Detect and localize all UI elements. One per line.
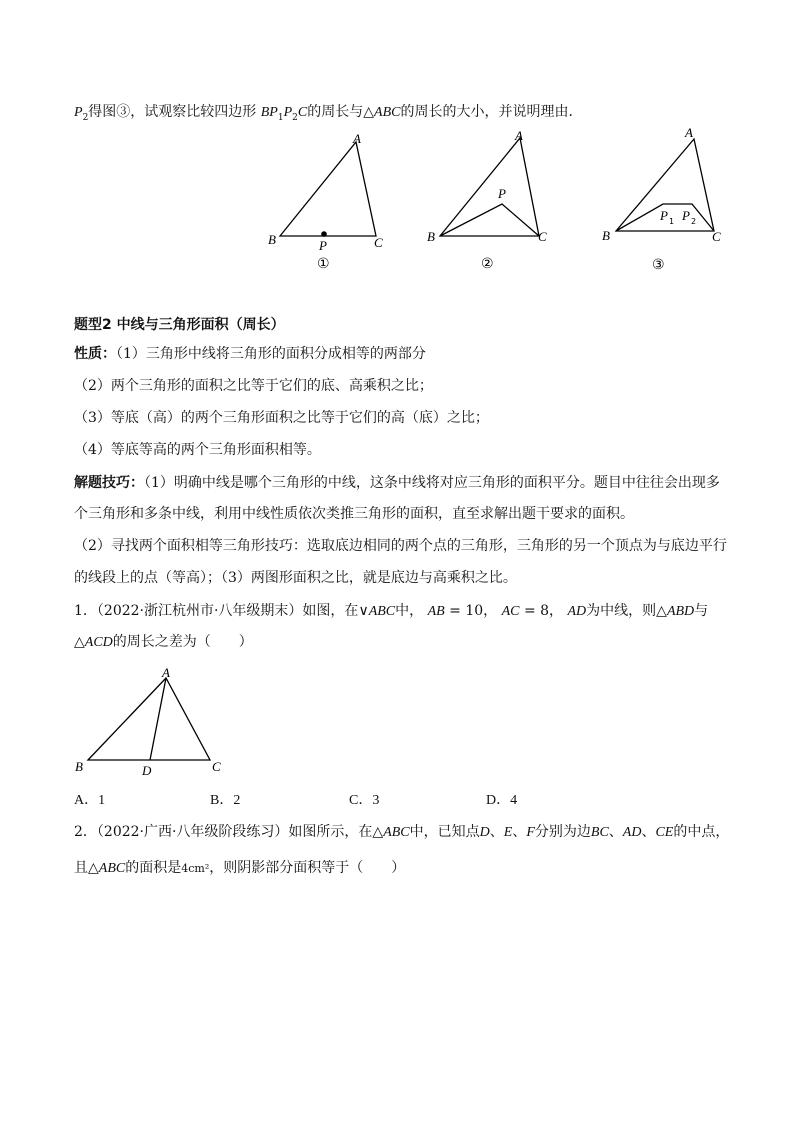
q2-sep-1: 、 bbox=[489, 824, 504, 840]
path-bpc bbox=[440, 204, 539, 236]
tip-2b: 的线段上的点（等高）；（3）两图形面积之比，就是底边与高乘积之比。 bbox=[74, 570, 517, 586]
q2-prefix: 2．（2022·广西·八年级阶段练习）如图所示，在△ bbox=[74, 824, 384, 840]
q2-abc-2: ABC bbox=[98, 861, 126, 876]
triangle-abc-2 bbox=[440, 138, 539, 236]
label-b-2: B bbox=[427, 229, 435, 244]
label-a-2: A bbox=[515, 128, 523, 143]
option-b[interactable]: B．2 bbox=[210, 793, 241, 808]
q1-acd: ACD bbox=[84, 635, 113, 650]
q2-text-c: 分别为边 bbox=[534, 824, 591, 840]
q1-line2-text: 的周长之差为（ ） bbox=[112, 634, 253, 650]
label-b-1: B bbox=[268, 232, 276, 247]
question-2-line-1 bbox=[74, 821, 729, 844]
label-c-1: C bbox=[374, 235, 383, 250]
section-title: 题型2 中线与三角形面积（周长） bbox=[74, 317, 285, 333]
label-c-2: C bbox=[538, 229, 547, 244]
label-p-2: P bbox=[498, 186, 506, 201]
property-4: （4）等底等高的两个三角形面积相等。 bbox=[74, 442, 321, 458]
point-p-dot bbox=[321, 231, 327, 237]
q1-label-a: A bbox=[162, 665, 170, 680]
q1-triangle-symbol: ∨ bbox=[358, 603, 369, 619]
q1-line2-triangle: △ bbox=[74, 634, 85, 650]
q1-figure-svg bbox=[70, 664, 240, 782]
quad-sub-1: 1 bbox=[277, 112, 284, 123]
q1-ab: AB bbox=[427, 604, 445, 619]
triangle-abc-q1 bbox=[88, 678, 210, 760]
q2-e: E bbox=[503, 825, 513, 840]
property-label: 性质： bbox=[74, 346, 116, 362]
question-1-line-1: 1．（2022·浙江杭州市·八年级期末）如图，在∨ABC中， AB = 10， AC = 8， AD为中线，则△ABD与 bbox=[74, 603, 709, 619]
q2-sep-2: 、 bbox=[512, 824, 527, 840]
q2-text-d: 的中点， bbox=[673, 824, 730, 840]
question-1-figure bbox=[70, 664, 240, 786]
label-p1-sub: 1 bbox=[669, 217, 675, 226]
label-a-1: A bbox=[353, 131, 361, 146]
question-2-line-2 bbox=[74, 857, 405, 880]
question-1-line-2 bbox=[74, 631, 253, 654]
figure-3 bbox=[596, 124, 731, 280]
question-1-options bbox=[74, 789, 574, 811]
q1-abc: ABC bbox=[368, 604, 396, 619]
q2-d: D bbox=[479, 825, 490, 840]
q1-label-c: C bbox=[212, 759, 221, 774]
option-c[interactable]: C．3 bbox=[349, 793, 380, 808]
q2-sep-3: 、 bbox=[608, 824, 623, 840]
q1-label-b: B bbox=[75, 759, 83, 774]
option-d[interactable]: D．4 bbox=[486, 793, 518, 808]
q1-ad-text: 为中线，则△ bbox=[586, 603, 667, 619]
intro-text-3: 的周长的大小，并说明理由． bbox=[400, 104, 583, 120]
quad-bp: BP bbox=[260, 105, 278, 120]
figure-2-svg bbox=[424, 128, 559, 276]
label-c-3: C bbox=[712, 229, 721, 244]
label-p2-sub: 2 bbox=[691, 217, 697, 226]
q1-ac: AC bbox=[501, 604, 520, 619]
p2-symbol: P bbox=[74, 105, 83, 120]
p2-subscript: 2 bbox=[82, 112, 89, 123]
label-a-3: A bbox=[685, 125, 693, 140]
triangle-abc-1 bbox=[280, 142, 376, 236]
q2-bc: BC bbox=[590, 825, 609, 840]
q2-area-value: 4cm² bbox=[181, 862, 210, 875]
label-p1: P bbox=[660, 208, 668, 223]
q2-line2-start: 且△ bbox=[74, 860, 99, 876]
intro-text-1: 得图③，试观察比较四边形 bbox=[88, 104, 257, 120]
figure-2 bbox=[424, 128, 559, 280]
q1-prefix: 1．（2022·浙江杭州市·八年级期末）如图，在 bbox=[74, 603, 359, 619]
q2-line2-end: ，则阴影部分面积等于（ ） bbox=[209, 860, 406, 876]
intro-text-2: 的周长与△ bbox=[307, 104, 375, 120]
label-p2: P bbox=[682, 208, 690, 223]
q2-sep-4: 、 bbox=[641, 824, 656, 840]
intro-abc: ABC bbox=[374, 105, 401, 120]
property-line-1 bbox=[74, 343, 426, 365]
quad-sub-2: 2 bbox=[292, 112, 298, 123]
q2-ad: AD bbox=[622, 825, 642, 840]
label-b-3: B bbox=[602, 228, 610, 243]
q1-ab-value: = 10 bbox=[449, 603, 484, 619]
q1-ac-value: = 8 bbox=[523, 603, 550, 619]
tip-1a: （1）明确中线是哪个三角形的中线，这条中线将对应三角形的面积平分。题目中往往会出现多 bbox=[144, 475, 720, 491]
label-p-1: P bbox=[319, 238, 327, 253]
figure-1-svg bbox=[262, 128, 392, 276]
q1-abd: ABD bbox=[666, 604, 695, 619]
q2-ce: CE bbox=[655, 825, 674, 840]
q1-label-d: D bbox=[142, 763, 152, 778]
q2-abc: ABC bbox=[383, 825, 410, 840]
median-ad bbox=[150, 678, 166, 760]
property-1: （1）三角形中线将三角形的面积分成相等的两部分 bbox=[116, 346, 426, 362]
q2-line2-mid: 的面积是 bbox=[125, 860, 182, 876]
q2-f: F bbox=[526, 825, 535, 840]
caption-1: ① bbox=[317, 256, 330, 272]
caption-2: ② bbox=[481, 256, 494, 272]
tip-label: 解题技巧： bbox=[74, 475, 144, 491]
figure-3-svg bbox=[596, 124, 731, 276]
quad-c: C bbox=[297, 105, 308, 120]
tip-2a: （2）寻找两个面积相等三角形技巧：选取底边相同的两个点的三角形，三角形的另一个顶点为与底边平行 bbox=[74, 538, 727, 554]
tip-1b: 个三角形和多条中线，利用中线性质依次类推三角形的面积，直至求解出题干要求的面积。 bbox=[74, 506, 634, 522]
property-3: （3）等底（高）的两个三角形面积之比等于它们的高（底）之比； bbox=[74, 410, 489, 426]
figure-1 bbox=[262, 128, 392, 280]
q1-mid: 中， bbox=[395, 603, 424, 619]
option-a[interactable]: A．1 bbox=[74, 793, 106, 808]
property-2: （2）两个三角形的面积之比等于它们的底、高乘积之比； bbox=[74, 378, 433, 394]
tip-line-1 bbox=[74, 472, 720, 494]
caption-3: ③ bbox=[652, 257, 665, 273]
q1-end: 与 bbox=[694, 603, 709, 619]
quad-p: P bbox=[283, 105, 293, 120]
q1-ad: AD bbox=[567, 604, 587, 619]
intro-line bbox=[74, 101, 582, 129]
q2-text-b: 中，已知点 bbox=[409, 824, 480, 840]
